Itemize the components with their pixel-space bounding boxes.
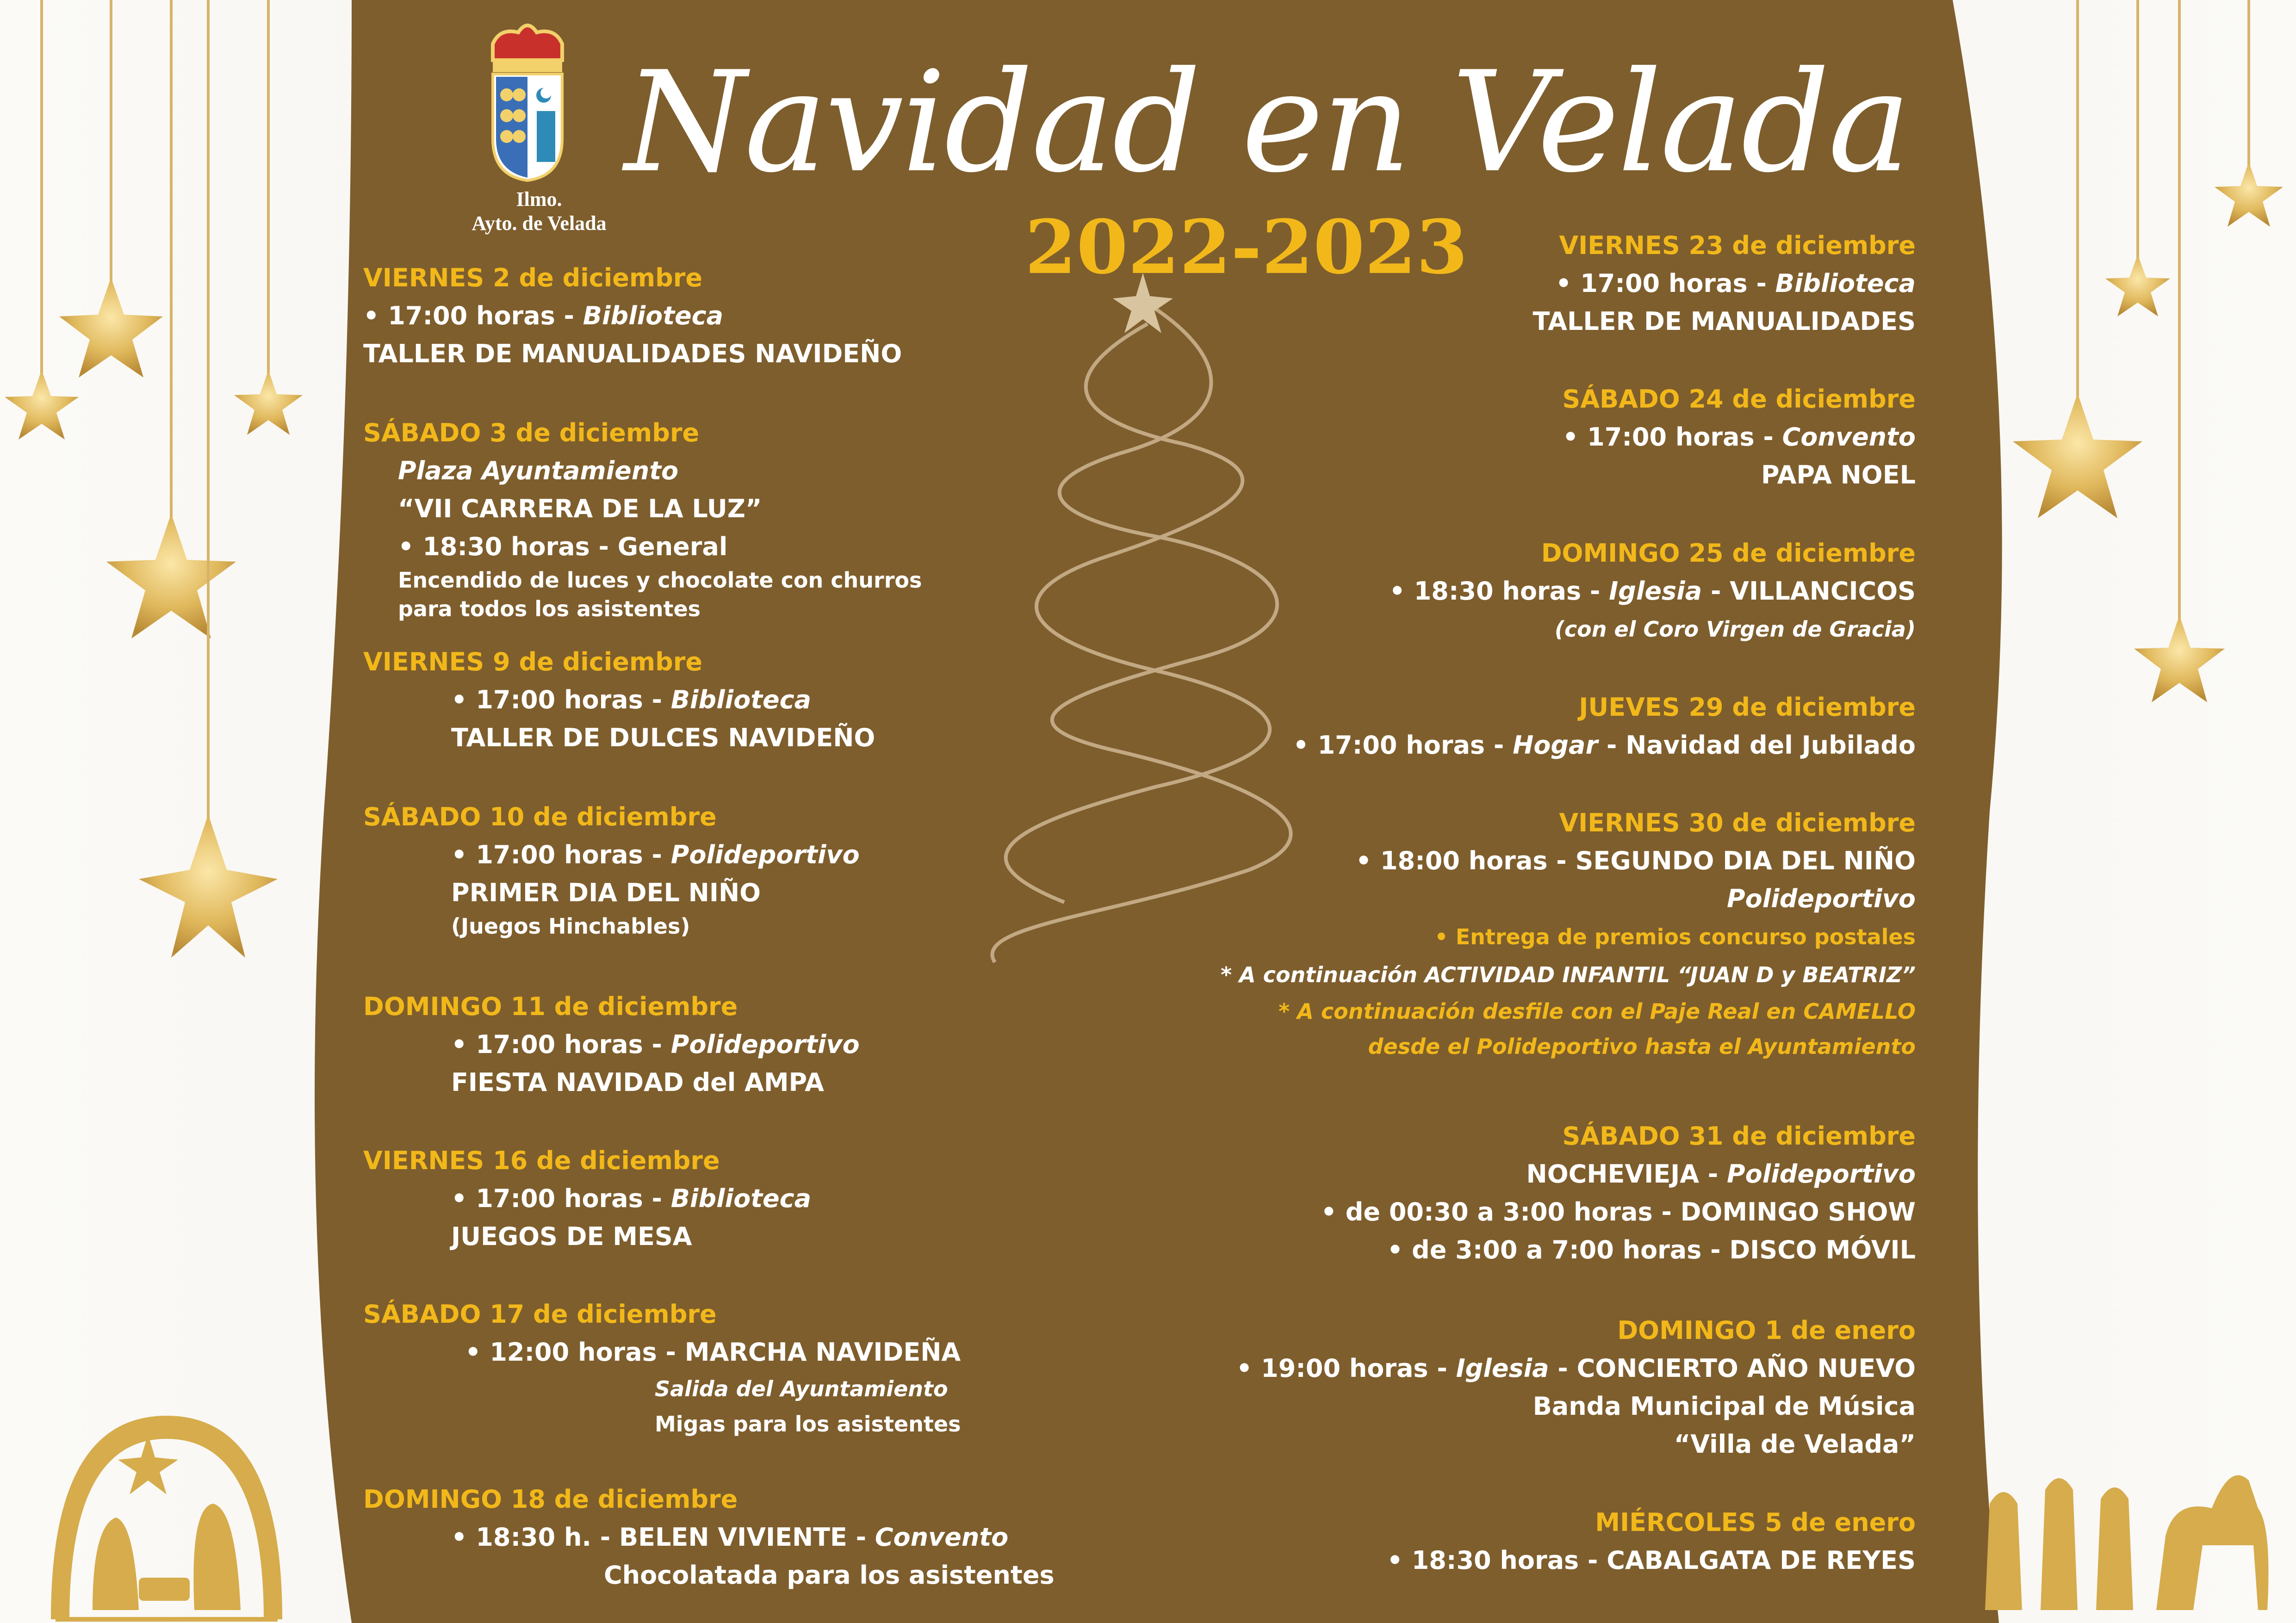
event-date: DOMINGO 1 de enero: [1617, 1316, 1916, 1345]
event-date: VIERNES 9 de diciembre: [363, 647, 703, 676]
event-dec-11: [363, 988, 1011, 1102]
event-title: - Navidad del Jubilado: [1598, 731, 1916, 760]
event-time: • 17:00 horas -: [451, 840, 671, 869]
event-dec-23: [990, 227, 1916, 341]
event-date: VIERNES 16 de diciembre: [363, 1146, 720, 1175]
event-date: VIERNES 23 de diciembre: [1559, 231, 1916, 260]
crest-caption: [463, 187, 615, 235]
event-note: (con el Coro Virgen de Gracia): [1554, 617, 1916, 642]
event-note: Banda Municipal de Música: [1533, 1392, 1916, 1421]
event-date: SÁBADO 17 de diciembre: [363, 1300, 717, 1329]
event-dec-18: [363, 1481, 1055, 1594]
event-time: • 17:00 horas -: [451, 685, 671, 714]
event-time: • 18:30 h. - BELEN VIVIENTE -: [451, 1523, 875, 1552]
event-jan-1: [990, 1312, 1916, 1463]
event-dec-16: [363, 1142, 1011, 1256]
event-note: • Entrega de premios concurso postales: [1434, 924, 1916, 949]
event-note: “Villa de Velada”: [1674, 1430, 1916, 1459]
event-time: • 18:30 horas - General: [398, 532, 728, 561]
event-place: Biblioteca: [583, 301, 724, 330]
event-note: para todos los asistentes: [398, 596, 701, 621]
event-title: TALLER DE MANUALIDADES: [1533, 307, 1916, 336]
event-dec-3: [363, 414, 1011, 623]
event-title: • 18:00 horas - SEGUNDO DIA DEL NIÑO: [1355, 846, 1916, 875]
event-date: DOMINGO 11 de diciembre: [363, 992, 738, 1021]
event-note: Encendido de luces y chocolate con churros: [398, 568, 922, 593]
crest-caption-line1: Ilmo.: [516, 188, 562, 211]
event-title: • 18:30 horas - CABALGATA DE REYES: [1387, 1546, 1916, 1575]
hanging-star-right-4: [2134, 0, 2225, 702]
event-date: SÁBADO 3 de diciembre: [363, 418, 700, 447]
event-title: FIESTA NAVIDAD del AMPA: [451, 1068, 824, 1097]
event-dec-30: [990, 804, 1916, 1064]
event-dec-9: [363, 643, 1011, 757]
event-place: Biblioteca: [1775, 269, 1916, 298]
event-time: • 17:00 horas -: [1293, 731, 1513, 760]
event-date: SÁBADO 31 de diciembre: [1562, 1121, 1916, 1151]
event-date: DOMINGO 18 de diciembre: [363, 1485, 738, 1514]
hanging-star-right-2: [2215, 0, 2283, 227]
event-dec-31: [990, 1117, 1916, 1269]
event-place: Iglesia: [1456, 1354, 1549, 1383]
event-date: JUEVES 29 de diciembre: [1579, 693, 1916, 722]
event-title: TALLER DE DULCES NAVIDEÑO: [451, 723, 875, 752]
event-time: • de 3:00 a 7:00 horas - DISCO MÓVIL: [1387, 1235, 1916, 1264]
event-time: • 12:00 horas - MARCHA NAVIDEÑA: [465, 1338, 961, 1367]
event-place: Polideportivo: [670, 1030, 860, 1059]
event-title: TALLER DE MANUALIDADES NAVIDEÑO: [363, 339, 902, 368]
event-place: Convento: [1782, 422, 1916, 452]
event-place: Iglesia: [1609, 576, 1702, 606]
event-dec-29: [990, 688, 1916, 764]
event-time: • 17:00 horas -: [451, 1030, 671, 1059]
event-date: SÁBADO 24 de diciembre: [1562, 384, 1916, 414]
event-time: • 19:00 horas -: [1236, 1354, 1456, 1383]
hanging-star-right-3: [2105, 0, 2170, 316]
event-place: Polideportivo: [1727, 884, 1916, 913]
event-note: Chocolatada para los asistentes: [604, 1561, 1055, 1590]
event-time: • 17:00 horas -: [363, 301, 583, 330]
event-title: NOCHEVIEJA -: [1526, 1159, 1727, 1189]
event-place: Polideportivo: [1727, 1159, 1916, 1189]
event-time: • 17:00 horas -: [451, 1184, 671, 1213]
event-note: (Juegos Hinchables): [451, 914, 690, 939]
event-title: JUEGOS DE MESA: [451, 1222, 692, 1251]
event-title: - VILLANCICOS: [1702, 576, 1916, 606]
hanging-star-left-5: [139, 0, 278, 958]
season-years: 2022-2023: [1025, 204, 1468, 291]
event-title: PRIMER DIA DEL NIÑO: [451, 878, 761, 907]
event-dec-10: [363, 798, 1011, 941]
event-dec-2: [363, 259, 1011, 373]
crest-icon: [493, 25, 562, 180]
event-time: • 17:00 horas -: [1555, 269, 1775, 298]
event-place: Convento: [875, 1523, 1009, 1552]
crest-caption-line2: Ayto. de Velada: [472, 212, 607, 235]
event-dec-17: [363, 1295, 1011, 1442]
page-title: Navidad en Velada: [625, 42, 1909, 203]
event-place: Polideportivo: [670, 840, 860, 869]
event-place: Biblioteca: [670, 1184, 812, 1213]
event-time: • 17:00 horas -: [1562, 422, 1782, 452]
event-dec-24: [990, 380, 1916, 494]
event-date: SÁBADO 10 de diciembre: [363, 802, 717, 831]
event-dec-25: [990, 534, 1916, 648]
event-note: * A continuación desfile con el Paje Real en CAMELLO: [1278, 999, 1916, 1024]
event-date: MIÉRCOLES 5 de enero: [1595, 1508, 1916, 1537]
nativity-silhouette: [51, 1416, 282, 1622]
hanging-star-left-2: [5, 0, 79, 440]
hanging-star-right-1: [2013, 0, 2142, 518]
event-jan-5: [990, 1504, 1916, 1580]
event-date: VIERNES 2 de diciembre: [363, 263, 703, 292]
event-place: Hogar: [1513, 731, 1598, 760]
event-date: VIERNES 30 de diciembre: [1559, 808, 1916, 837]
event-title: - CONCIERTO AÑO NUEVO: [1549, 1354, 1916, 1383]
event-title: “VII CARRERA DE LA LUZ”: [398, 494, 762, 523]
event-time: • de 00:30 a 3:00 horas - DOMINGO SHOW: [1321, 1197, 1916, 1227]
three-kings-silhouette: [1985, 1475, 2269, 1610]
event-place: Salida del Ayuntamiento: [655, 1376, 948, 1401]
event-note: * A continuación ACTIVIDAD INFANTIL “JUAN D y BEATRIZ”: [1220, 962, 1916, 987]
event-note: desde el Polideportivo hasta el Ayuntamiento: [1368, 1034, 1916, 1059]
event-place: Biblioteca: [670, 685, 812, 714]
event-place: Plaza Ayuntamiento: [398, 456, 679, 485]
hanging-star-left-1: [59, 0, 163, 378]
event-note: Migas para los asistentes: [655, 1412, 961, 1437]
event-date: DOMINGO 25 de diciembre: [1541, 539, 1916, 568]
event-title: PAPA NOEL: [1761, 460, 1916, 489]
event-time: • 18:30 horas -: [1389, 576, 1609, 606]
hanging-star-left-3: [234, 0, 303, 435]
